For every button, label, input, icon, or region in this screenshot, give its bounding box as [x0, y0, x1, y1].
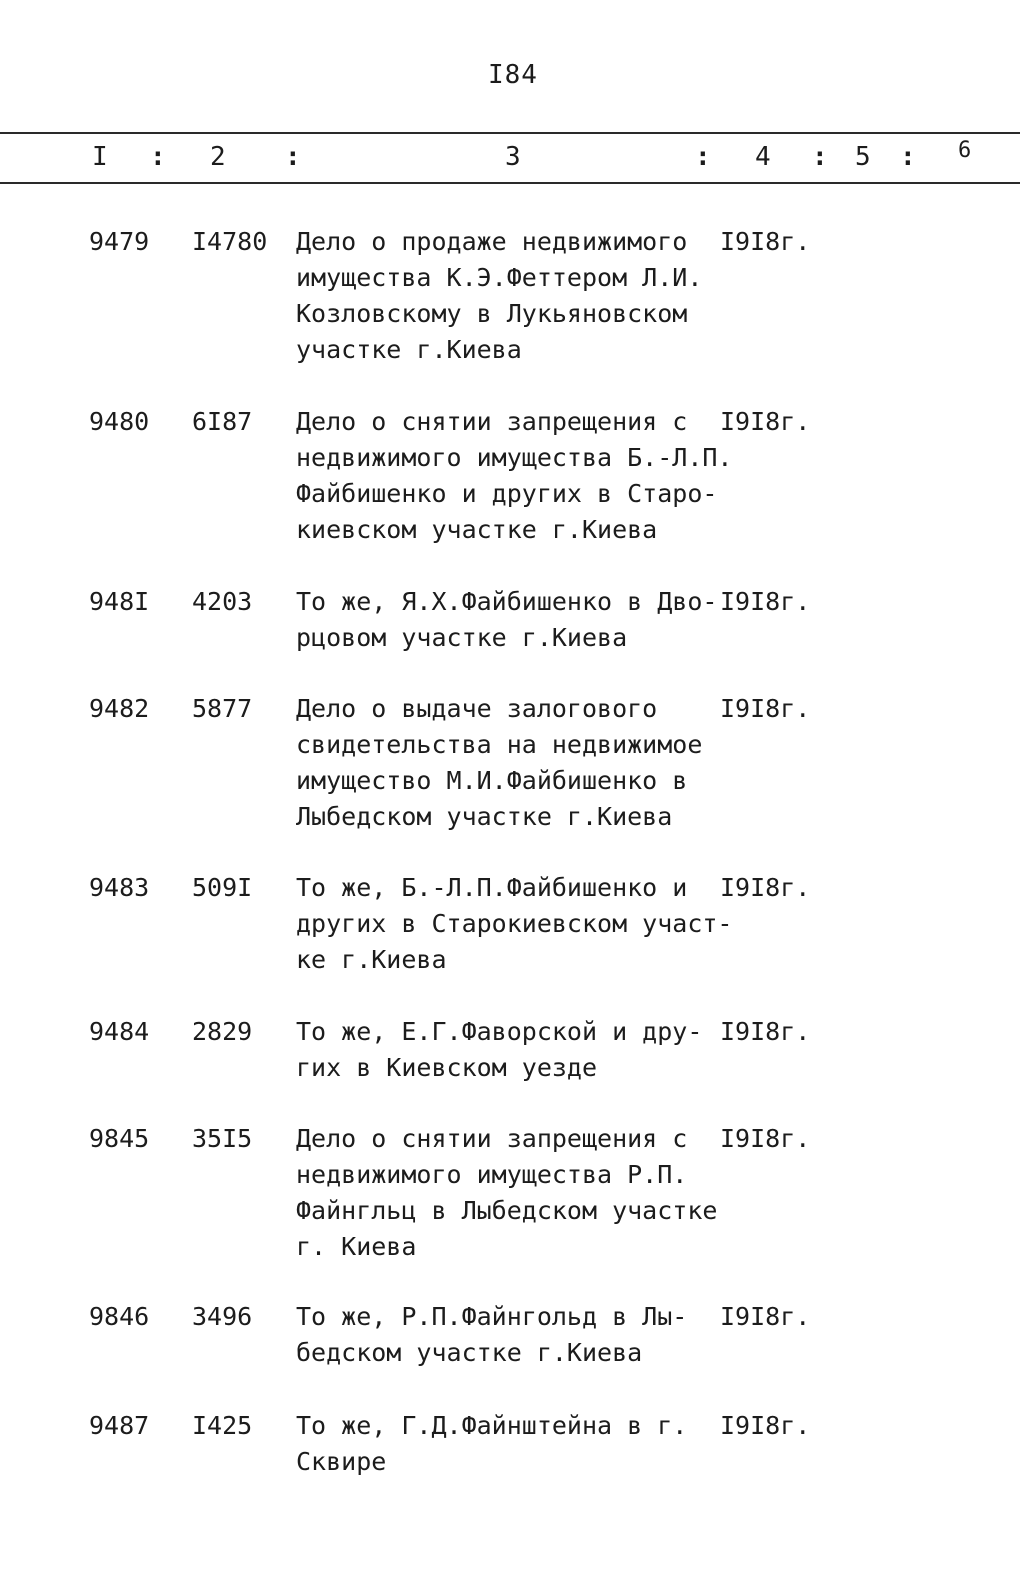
column-separator: : [285, 142, 301, 172]
entry-description [296, 1408, 687, 1480]
entry-number: 9484 [89, 1017, 150, 1046]
entry-description [296, 584, 717, 656]
entry-archive-number: I4780 [192, 227, 268, 256]
description-line: бедском участке г.Киева [296, 1338, 643, 1367]
column-header-5: 5 [855, 142, 871, 172]
column-separator: : [812, 142, 828, 172]
description-line: То же, Р.П.Файнгольд в Лы- [296, 1302, 688, 1331]
column-header-6: 6 [958, 138, 972, 163]
entry-description [296, 1014, 702, 1086]
description-line: Сквире [296, 1447, 387, 1476]
entry-number: 9483 [89, 873, 150, 902]
description-line: киевском участке г.Киева [296, 515, 658, 544]
description-line: Дело о снятии запрещения с [296, 1124, 688, 1153]
entry-archive-number: 2829 [192, 1017, 253, 1046]
entry-number: 9487 [89, 1411, 150, 1440]
description-line: Дело о выдаче залогового [296, 694, 658, 723]
column-separator: : [150, 142, 166, 172]
description-line: имущество М.И.Файбишенко в [296, 766, 688, 795]
entry-date: I9I8г. [720, 1124, 811, 1153]
entry-date: I9I8г. [720, 1411, 811, 1440]
entry-date: I9I8г. [720, 227, 811, 256]
description-line: Файнгльц в Лыбедском участке [296, 1196, 718, 1225]
column-header-2: 2 [210, 142, 226, 172]
entry-description [296, 404, 733, 548]
description-line: То же, Е.Г.Фаворской и дру- [296, 1017, 703, 1046]
description-line: То же, Б.-Л.П.Файбишенко и [296, 873, 688, 902]
entry-archive-number: 5877 [192, 694, 253, 723]
entry-description [296, 1121, 717, 1265]
entry-archive-number: 4203 [192, 587, 253, 616]
entry-date: I9I8г. [720, 694, 811, 723]
entry-archive-number: 3496 [192, 1302, 253, 1331]
column-separator: : [695, 142, 711, 172]
description-line: Дело о продаже недвижимого [296, 227, 688, 256]
entry-number: 9482 [89, 694, 150, 723]
description-line: имущества К.Э.Феттером Л.И. [296, 263, 703, 292]
description-line: Дело о снятии запрещения с [296, 407, 688, 436]
entry-description [296, 224, 702, 368]
entry-archive-number: 6I87 [192, 407, 253, 436]
column-header-1: I [92, 142, 108, 172]
entry-description [296, 870, 733, 978]
entry-date: I9I8г. [720, 873, 811, 902]
description-line: недвижимого имущества Р.П. [296, 1160, 688, 1189]
header-bottom-rule [0, 182, 1020, 184]
entry-number: 9480 [89, 407, 150, 436]
entry-number: 9845 [89, 1124, 150, 1153]
description-line: Лыбедском участке г.Киева [296, 802, 673, 831]
entry-archive-number: I425 [192, 1411, 253, 1440]
entry-date: I9I8г. [720, 1302, 811, 1331]
entry-archive-number: 35I5 [192, 1124, 253, 1153]
description-line: Козловскому в Лукьяновском [296, 299, 688, 328]
column-header-4: 4 [755, 142, 771, 172]
entry-description [296, 1299, 687, 1371]
column-header-3: 3 [505, 142, 521, 172]
entry-archive-number: 509I [192, 873, 253, 902]
column-separator: : [900, 142, 916, 172]
entry-number: 9479 [89, 227, 150, 256]
description-line: участке г.Киева [296, 335, 522, 364]
description-line: других в Старокиевском участ- [296, 909, 733, 938]
description-line: свидетельства на недвижимое [296, 730, 703, 759]
description-line: То же, Г.Д.Файнштейна в г. [296, 1411, 688, 1440]
header-top-rule [0, 132, 1020, 134]
description-line: недвижимого имущества Б.-Л.П. [296, 443, 733, 472]
description-line: гих в Киевском уезде [296, 1053, 598, 1082]
page-number: I84 [488, 60, 538, 90]
entry-date: I9I8г. [720, 1017, 811, 1046]
description-line: Файбишенко и других в Старо- [296, 479, 718, 508]
entry-date: I9I8г. [720, 407, 811, 436]
description-line: То же, Я.Х.Файбишенко в Дво- [296, 587, 718, 616]
entry-number: 948I [89, 587, 150, 616]
entry-date: I9I8г. [720, 587, 811, 616]
entry-description [296, 691, 702, 835]
description-line: ке г.Киева [296, 945, 447, 974]
description-line: рцовом участке г.Киева [296, 623, 628, 652]
entry-number: 9846 [89, 1302, 150, 1331]
description-line: г. Киева [296, 1232, 417, 1261]
